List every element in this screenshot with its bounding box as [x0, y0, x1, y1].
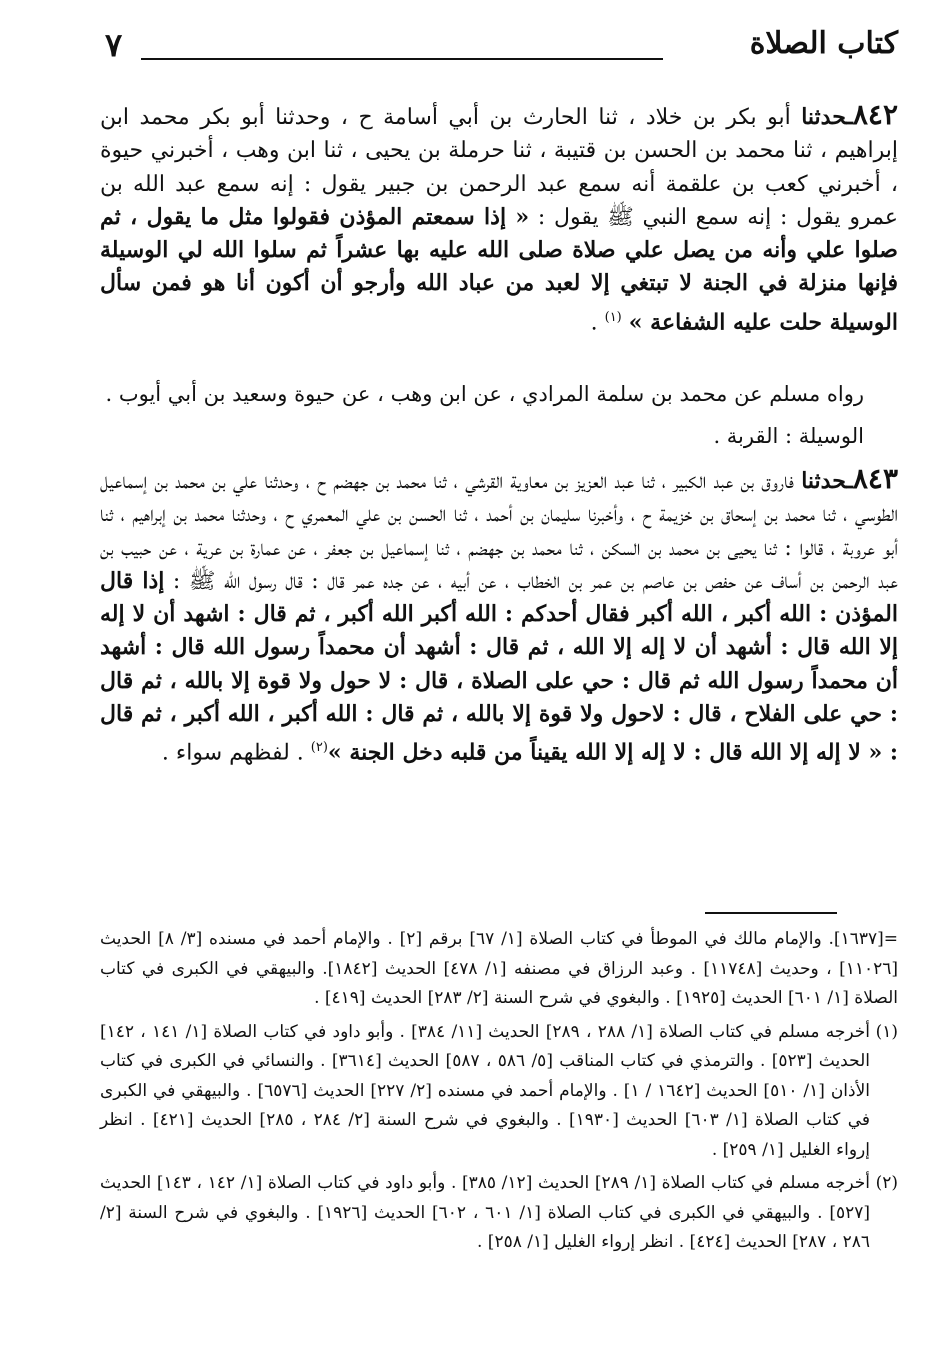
- header-rule: [141, 58, 663, 60]
- footnote-1: [100, 1018, 898, 1166]
- hadith-isnad: أبو بكر بن خلاد ، ثنا الحارث بن أبي أسامة ح ، وحدثنا أبو بكر محمد ابن إبراهيم ، ثنا محمد بن الحسن بن قتيبة ، ثنا حرملة بن يحيى ، ثنا ابن وهب ، أخبرني حيوة ، أخبرني كعب بن علقمة أنه سمع عبد الرحمن بن جبير يقول : إنه سمع عبد الله بن عمرو يقول : إنه سمع النبي ﷺ يقول :: [100, 105, 898, 230]
- narration-line: رواه مسلم عن محمد بن سلمة المرادي ، عن ابن وهب ، عن حيوة وسعيد بن أبي أيوب .: [105, 382, 864, 406]
- footnote-number: (٢): [875, 1173, 898, 1193]
- page-number: ٧: [105, 26, 123, 64]
- hadith-matn: إذا قال المؤذن : الله أكبر ، الله أكبر فقال أحدكم : الله أكبر الله أكبر ، ثم قال : اشهد أن لا إله إلا الله قال : أشهد أن لا إله إلا الله ، ثم قال : أشهد أن محمداً رسول الله قال : أشهد أن محمداً رسول الله ثم قال : حي على الصلاة ، قال : لا حول ولا قوة إلا بالله ، ثم قال : حي على الفلاح ، قال : لاحول ولا قوة إلا بالله ، ثم قال : الله أكبر ، الله أكبر ، ثم قال : « لا إله إلا الله قال : لا إله إلا الله يقيناً من قلبه دخل الجنة »: [100, 567, 898, 766]
- hadith-matn: « إذا سمعتم المؤذن فقولوا مثل ما يقول ، ثم صلوا علي وأنه من يصل علي صلاة صلى الله عليه بها عشراً ثم سلوا الله لي الوسيلة فإنها منزلة في الجنة لا تبتغي إلا لعبد من عباد الله وأرجو أن أكون أنا هو فمن سأل الوسيلة حلت عليه الشفاعة »: [100, 203, 898, 336]
- definition-line: الوسيلة : القربة .: [713, 424, 864, 448]
- hadith-843: ٨٤٣ـحدثنا فاروق بن عبد الكبير ، ثنا عبد العزيز بن معاوية القرشي ، ثنا محمد بن جهضم ح ، وحدثنا علي بن محمد بن إسماعيل الطوسي ، ثنا محمد بن إسحاق بن خزيمة ح ، وأخبرنا سليمان بن أحمد ، ثنا الحسن بن علي المعمري ح ، وحدثنا محمد بن إبراهيم ، ثنا أبو عروبة ، قالوا : ثنا يحيى بن محمد بن السكن ، ثنا محمد بن جهضم ، ثنا إسماعيل بن جعفر ، عن عمارة بن عرية ، عن حبيب بن عبد الرحمن بن أساف عن حفص بن عاصم بن عمر بن الخطاب ، عن أبيه ، عن جده عمر قال : قال رسول الله ﷺ : إذا قال المؤذن : الله أكبر ، الله أكبر فقال أحدكم : الله أكبر الله أكبر ، ثم قال : اشهد أن لا إله إلا الله قال : أشهد أن لا إله إلا الله ، ثم قال : أشهد أن محمداً رسول الله قال : أشهد أن محمداً رسول الله ثم قال : حي على الصلاة ، قال : لا حول ولا قوة إلا بالله ، ثم قال : حي على الفلاح ، قال : لاحول ولا قوة إلا بالله ، ثم قال : الله أكبر ، الله أكبر ، ثم قال : « لا إله إلا الله قال : لا إله إلا الله يقيناً من قلبه دخل الجنة »$^{(٢)}$ . لفظهم سواء .: [100, 462, 898, 766]
- hadith-label: ـحدثنا: [801, 468, 853, 494]
- hadith-tail: لفظهم سواء .: [161, 740, 290, 766]
- hadith-isnad: فاروق بن عبد الكبير ، ثنا عبد العزيز بن معاوية القرشي ، ثنا محمد بن جهضم ح ، وحدثنا علي بن محمد بن إسماعيل الطوسي ، ثنا محمد بن إسحاق بن خزيمة ح ، وأخبرنا سليمان بن أحمد ، ثنا الحسن بن علي المعمري ح ، وحدثنا محمد بن إبراهيم ، ثنا أبو عروبة ، قالوا : ثنا يحيى بن محمد بن السكن ، ثنا محمد بن جهضم ، ثنا إسماعيل بن جعفر ، عن عمارة بن عرية ، عن حبيب بن عبد الرحمن بن أساف عن حفص بن عاصم بن عمر بن الخطاب ، عن أبيه ، عن جده عمر قال : قال رسول الله ﷺ :: [100, 469, 898, 594]
- footnote-rule: [705, 912, 837, 914]
- footnote-ref: (١): [604, 309, 622, 325]
- footnote-text: أخرجه مسلم في كتاب الصلاة [١/ ٢٨٨ ، ٢٨٩] الحديث [١١/ ٣٨٤] . وأبو داود في كتاب الصلاة [١/ ١٤١ ، ١٤٢] الحديث [٥٢٣] . والترمذي في كتاب المناقب [٥/ ٥٨٦ ، ٥٨٧] الحديث [٣٦١٤] . والنسائي في الكبرى في كتاب الأذان [١/ ٥١٠] الحديث [١٦٤٢ / ١] . والإمام أحمد في مسنده [٢/ ٢٢٧] الحديث [٦٥٧٦] . والبيهقي في الكبرى في كتاب الصلاة [١/ ٦٠٣] الحديث [١٩٣٠] . والبغوي في شرح السنة [٢/ ٢٨٤ ، ٢٨٥] الحديث [٤٢١] . انظر إرواء الغليل [١/ ٢٥٩] .: [100, 1021, 871, 1160]
- footnote-ref: (٢): [310, 740, 328, 756]
- footnote-2: [100, 1169, 898, 1258]
- hadith-842: ٨٤٢ـحدثنا أبو بكر بن خلاد ، ثنا الحارث بن أبي أسامة ح ، وحدثنا أبو بكر محمد ابن إبراهيم ، ثنا محمد بن الحسن بن قتيبة ، ثنا حرملة بن يحيى ، ثنا ابن وهب ، أخبرني حيوة ، أخبرني كعب بن علقمة أنه سمع عبد الرحمن بن جبير يقول : إنه سمع عبد الله بن عمرو يقول : إنه سمع النبي ﷺ يقول : « إذا سمعتم المؤذن فقولوا مثل ما يقول ، ثم صلوا علي وأنه من يصل علي صلاة صلى الله عليه بها عشراً ثم سلوا الله لي الوسيلة فإنها منزلة في الجنة لا تبتغي إلا لعبد من عباد الله وأرجو أن أكون أنا هو فمن سأل الوسيلة حلت عليه الشفاعة » $^{(١)}$ .: [100, 98, 898, 336]
- footnotes: [100, 925, 898, 1262]
- footnote-continuation: =[١٦٣٧]. والإمام مالك في الموطأ في كتاب الصلاة [١/ ٦٧] برقم [٢] . والإمام أحمد في مسنده [٣/ ٨] الحديث [١١٠٢٦] ، وحديث [١١٧٤٨] . وعبد الرزاق في مصنفه [١/ ٤٧٨] الحديث [١٨٤٢]. والبيهقي في الكبرى في كتاب الصلاة [١/ ٦٠١] الحديث [١٩٢٥] . والبغوي في شرح السنة [٢/ ٢٨٣] الحديث [٤١٩] .: [100, 929, 899, 1008]
- footnote-text: أخرجه مسلم في كتاب الصلاة [١/ ٢٨٩] الحديث [١٢/ ٣٨٥] . وأبو داود في كتاب الصلاة [١/ ١٤٢ ، ١٤٣] الحديث [٥٢٧] . والبيهقي في الكبرى في كتاب الصلاة [١/ ٦٠١ ، ٦٠٢] الحديث [١٩٢٦] . والبغوي في شرح السنة [٢/ ٢٨٦ ، ٢٨٧] الحديث [٤٢٤] . انظر إرواء الغليل [١/ ٢٥٨] .: [100, 1173, 871, 1252]
- hadith-label: ـحدثنا: [801, 104, 853, 130]
- hadith-number: ٨٤٢: [852, 98, 898, 131]
- footnote-number: (١): [875, 1021, 898, 1042]
- page-header: [105, 22, 898, 78]
- chapter-title: كتاب الصلاة: [749, 26, 898, 61]
- hadith-number: ٨٤٣: [852, 462, 898, 495]
